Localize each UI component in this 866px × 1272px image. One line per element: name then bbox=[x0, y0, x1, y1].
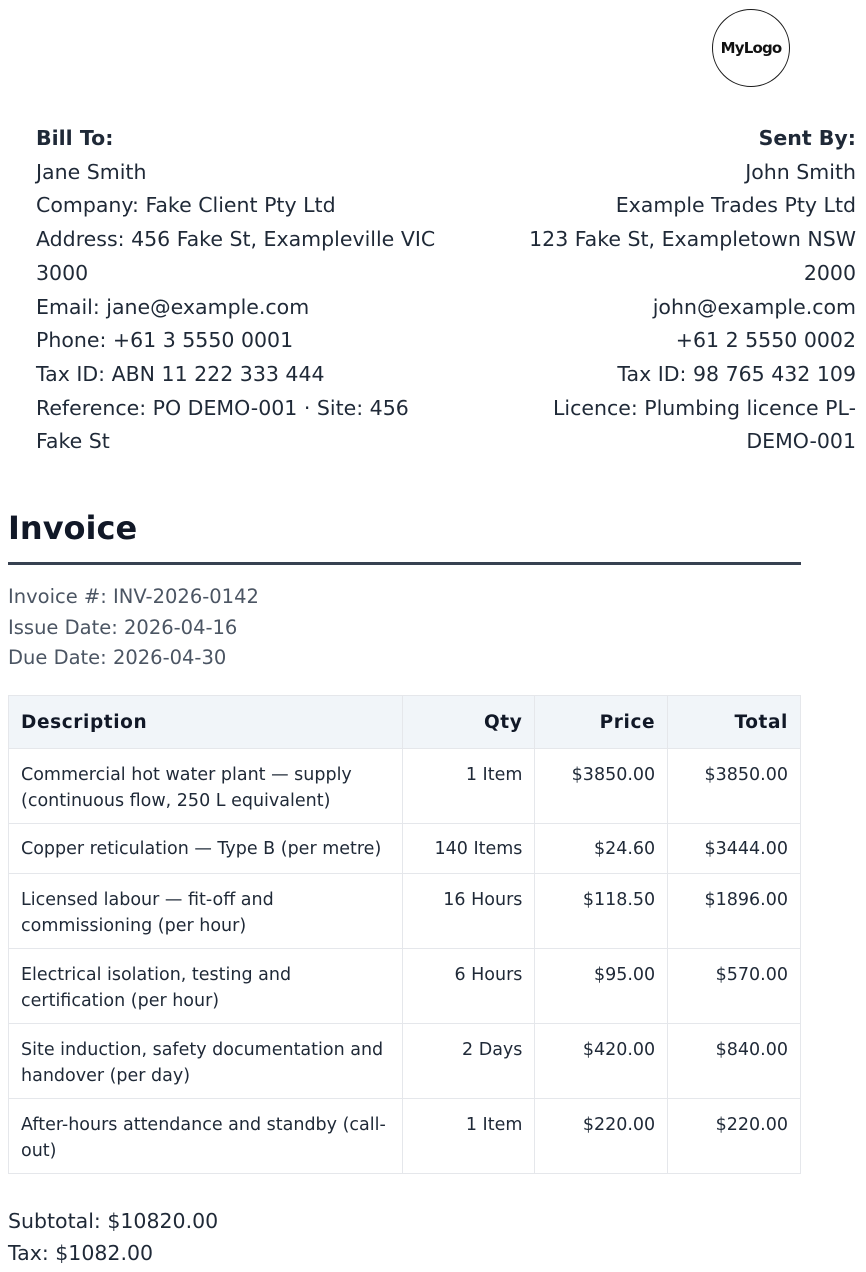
table-row bbox=[9, 1024, 801, 1099]
subtotal: Subtotal: $10820.00 bbox=[8, 1209, 219, 1233]
header-total: Total bbox=[668, 696, 801, 749]
due-date: Due Date: 2026-04-30 bbox=[8, 646, 227, 669]
bill-to-tax-id: Tax ID: ABN 11 222 333 444 bbox=[36, 361, 325, 386]
sent-by-company: Example Trades Pty Ltd bbox=[615, 193, 856, 218]
invoice-number: Invoice #: INV-2026-0142 bbox=[8, 585, 259, 608]
logo-text: MyLogo bbox=[720, 39, 782, 57]
sent-by-tax-id: Tax ID: 98 765 432 109 bbox=[617, 361, 856, 386]
sent-by-licence: Licence: Plumbing licence PL-DEMO-001 bbox=[552, 395, 856, 454]
table-row bbox=[9, 749, 801, 824]
title-divider bbox=[8, 562, 801, 565]
sent-by-address: 123 Fake St, Exampletown NSW 2000 bbox=[529, 227, 856, 285]
issue-date: Issue Date: 2026-04-16 bbox=[8, 615, 238, 639]
invoice-title: Invoice bbox=[8, 509, 138, 547]
sent-by-email: john@example.com bbox=[652, 294, 856, 319]
row-total: $840.00 bbox=[668, 1024, 801, 1099]
row-price: $118.50 bbox=[535, 874, 668, 949]
bill-to-header: Bill To: bbox=[36, 126, 114, 150]
table-row bbox=[9, 1099, 801, 1174]
row-description: Copper reticulation — Type B (per metre) bbox=[9, 824, 403, 874]
row-qty: 16 Hours bbox=[402, 874, 535, 949]
row-price: $95.00 bbox=[535, 949, 668, 1024]
row-total: $3850.00 bbox=[668, 749, 801, 824]
totals-section bbox=[8, 1205, 218, 1269]
sent-by-header: Sent By: bbox=[758, 126, 856, 150]
table-row bbox=[9, 949, 801, 1024]
row-total: $570.00 bbox=[668, 949, 801, 1024]
header-price: Price bbox=[535, 696, 668, 749]
row-description: Site induction, safety documentation and handover (per day) bbox=[9, 1024, 403, 1099]
row-qty: 1 Item bbox=[402, 749, 535, 824]
header-description: Description bbox=[9, 696, 403, 749]
row-description: Licensed labour — fit-off and commissioning (per hour) bbox=[9, 874, 403, 949]
row-description: After-hours attendance and standby (call-out) bbox=[9, 1099, 403, 1174]
row-qty: 2 Days bbox=[402, 1024, 535, 1099]
sent-by-phone: +61 2 5550 0002 bbox=[675, 328, 856, 353]
row-total: $1896.00 bbox=[668, 874, 801, 949]
table-row bbox=[9, 874, 801, 949]
row-price: $420.00 bbox=[535, 1024, 668, 1099]
sent-by-name: John Smith bbox=[745, 159, 856, 184]
row-qty: 140 Items bbox=[402, 824, 535, 874]
row-price: $220.00 bbox=[535, 1099, 668, 1174]
row-qty: 1 Item bbox=[402, 1099, 535, 1174]
row-qty: 6 Hours bbox=[402, 949, 535, 1024]
row-price: $24.60 bbox=[535, 824, 668, 874]
tax-amount: Tax: $1082.00 bbox=[8, 1241, 154, 1265]
invoice-meta bbox=[8, 582, 259, 674]
header-qty: Qty bbox=[402, 696, 535, 749]
bill-to-section bbox=[36, 122, 456, 459]
row-description: Commercial hot water plant — supply (continuous flow, 250 L equivalent) bbox=[9, 749, 403, 824]
bill-to-email: Email: jane@example.com bbox=[36, 294, 310, 319]
row-total: $220.00 bbox=[668, 1099, 801, 1174]
bill-to-address: Address: 456 Fake St, Exampleville VIC 3000 bbox=[36, 227, 436, 285]
row-description: Electrical isolation, testing and certification (per hour) bbox=[9, 949, 403, 1024]
bill-to-reference: Reference: PO DEMO-001 · Site: 456 Fake St bbox=[36, 395, 409, 454]
table-header-row bbox=[9, 696, 801, 749]
line-items-table bbox=[8, 695, 801, 1174]
bill-to-name: Jane Smith bbox=[36, 159, 147, 184]
bill-to-phone: Phone: +61 3 5550 0001 bbox=[36, 328, 294, 353]
sent-by-section bbox=[506, 122, 856, 459]
company-logo bbox=[712, 9, 790, 87]
row-total: $3444.00 bbox=[668, 824, 801, 874]
table-row bbox=[9, 824, 801, 874]
bill-to-company: Company: Fake Client Pty Ltd bbox=[36, 193, 336, 218]
row-price: $3850.00 bbox=[535, 749, 668, 824]
